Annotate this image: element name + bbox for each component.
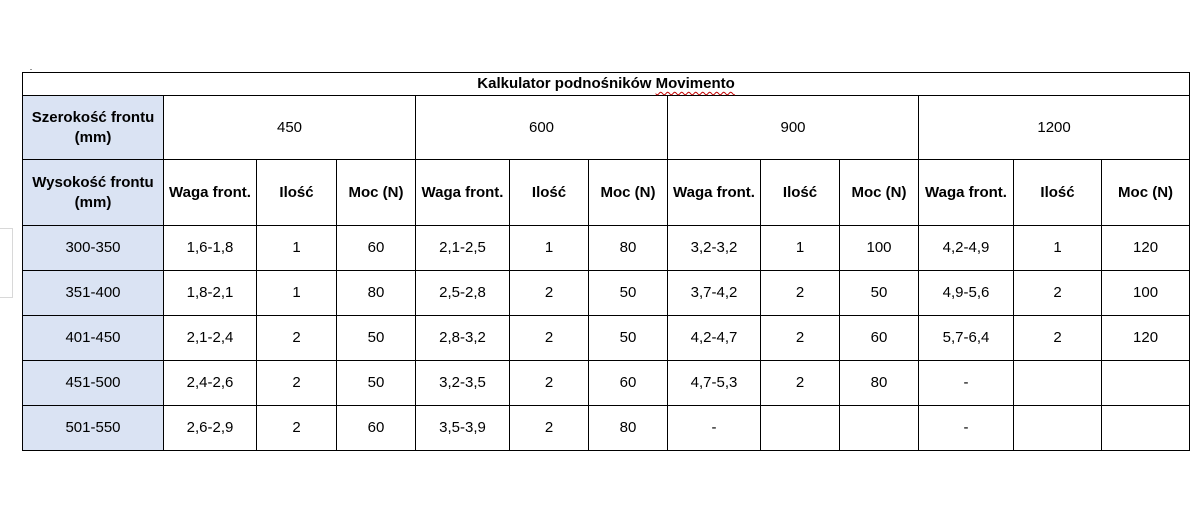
table-cell: 2 [257,406,337,451]
table-cell: - [919,361,1014,406]
table-cell: 80 [589,226,668,271]
width-600: 600 [416,96,668,160]
table-cell: 50 [589,316,668,361]
table-cell: 60 [337,226,416,271]
table-cell: 2 [1014,316,1102,361]
table-cell: 2 [510,271,589,316]
subheader-power: Moc (N) [1102,160,1190,226]
table-title-prefix: Kalkulator podnośników [477,75,656,92]
table-cell: 5,7-6,4 [919,316,1014,361]
table-row [23,271,1190,316]
width-label: Szerokość frontu (mm) [23,96,164,160]
subheader-count: Ilość [510,160,589,226]
table-cell: 80 [337,271,416,316]
width-450: 450 [164,96,416,160]
table-cell: 50 [337,316,416,361]
row-height-label: 401-450 [23,316,164,361]
table-cell: 1,8-2,1 [164,271,257,316]
table-cell: 120 [1102,316,1190,361]
table-cell: 2 [257,316,337,361]
width-row [23,96,1190,160]
corner-mark [30,69,32,70]
subheader-power: Moc (N) [840,160,919,226]
subheader-power: Moc (N) [337,160,416,226]
subheader-weight: Waga front. [919,160,1014,226]
subheader-count: Ilość [1014,160,1102,226]
table-title [23,73,1190,96]
subheader-weight: Waga front. [668,160,761,226]
width-900: 900 [668,96,919,160]
subheader-row [23,160,1190,226]
row-height-label: 451-500 [23,361,164,406]
table-cell: 1 [761,226,840,271]
table-cell [840,406,919,451]
table-cell: 3,2-3,2 [668,226,761,271]
table-cell: 2 [761,361,840,406]
table-cell: 1 [257,226,337,271]
subheader-count: Ilość [257,160,337,226]
table-cell: 2,1-2,4 [164,316,257,361]
table-cell: 60 [589,361,668,406]
table-cell: 2 [1014,271,1102,316]
table-cell: 2 [257,361,337,406]
table-cell [1014,406,1102,451]
table-cell [1102,361,1190,406]
table-cell: 4,9-5,6 [919,271,1014,316]
table-row [23,226,1190,271]
table-cell: 3,7-4,2 [668,271,761,316]
table-cell: 120 [1102,226,1190,271]
table-cell: 2 [510,316,589,361]
width-1200: 1200 [919,96,1190,160]
lift-calculator-table [22,72,1190,451]
table-cell: 2 [510,406,589,451]
table-cell: 3,2-3,5 [416,361,510,406]
table-cell: 4,2-4,9 [919,226,1014,271]
title-row [23,73,1190,96]
table-cell: 2,1-2,5 [416,226,510,271]
table-cell: 50 [840,271,919,316]
table-row [23,361,1190,406]
table-cell [761,406,840,451]
table-cell: - [668,406,761,451]
table-cell [1014,361,1102,406]
table-cell: 60 [337,406,416,451]
table-cell: 2 [510,361,589,406]
table-cell: 4,2-4,7 [668,316,761,361]
subheader-power: Moc (N) [589,160,668,226]
table-cell: 1 [1014,226,1102,271]
table-cell: 2,4-2,6 [164,361,257,406]
subheader-weight: Waga front. [416,160,510,226]
left-edge-tab [0,228,13,298]
table-cell: 80 [840,361,919,406]
table-cell: 4,7-5,3 [668,361,761,406]
table-cell: 2,5-2,8 [416,271,510,316]
table-cell: 2,8-3,2 [416,316,510,361]
table-cell: 80 [589,406,668,451]
table-cell: 50 [589,271,668,316]
table-title-brand: Movimento [655,75,735,92]
height-label: Wysokość frontu (mm) [23,160,164,226]
table-cell: 50 [337,361,416,406]
table-cell: - [919,406,1014,451]
table-row [23,316,1190,361]
table-row [23,406,1190,451]
table-cell: 2 [761,271,840,316]
subheader-weight: Waga front. [164,160,257,226]
table-cell [1102,406,1190,451]
table-cell: 2,6-2,9 [164,406,257,451]
row-height-label: 351-400 [23,271,164,316]
table-cell: 1 [510,226,589,271]
row-height-label: 501-550 [23,406,164,451]
table-cell: 1 [257,271,337,316]
subheader-count: Ilość [761,160,840,226]
table-cell: 100 [840,226,919,271]
table-cell: 2 [761,316,840,361]
table-cell: 3,5-3,9 [416,406,510,451]
table-cell: 60 [840,316,919,361]
table-cell: 100 [1102,271,1190,316]
table-cell: 1,6-1,8 [164,226,257,271]
row-height-label: 300-350 [23,226,164,271]
